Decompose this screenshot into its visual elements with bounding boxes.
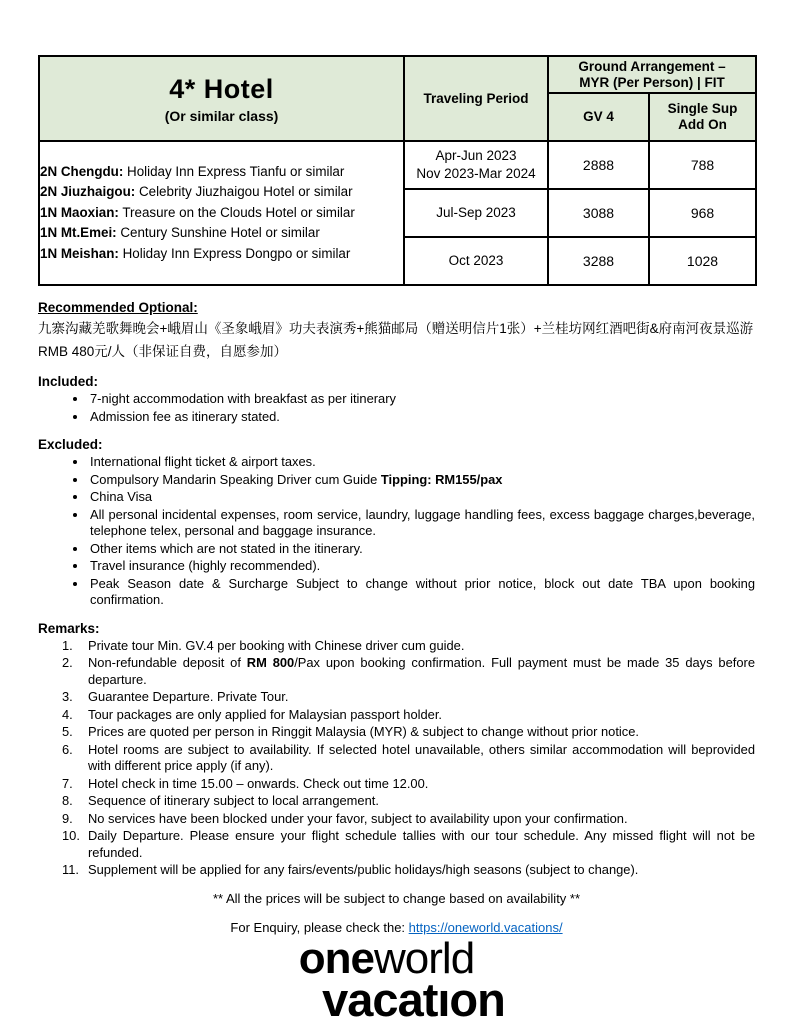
price-gv4: 3088 [548,189,649,237]
price-gv4: 2888 [548,141,649,189]
remark-item: 2. Non-refundable deposit of RM 800/Pax upon booking confirmation. Full payment must be made 35 days before departure. [62,655,755,687]
excluded-item: • International flight ticket & airport taxes. [88,454,755,471]
hotel-line-meishan: 1N Meishan: Holiday Inn Express Dongpo or similar [40,245,351,261]
included-list [38,391,755,425]
period-row1-line2: Nov 2023-Mar 2024 [416,166,536,181]
excluded-item: • Other items which are not stated in the itinerary. [88,541,755,558]
recommended-optional-cn-line2: RMB 480元/人（非保证自费，自愿参加） [38,344,288,359]
included-item: • 7-night accommodation with breakfast as per itinerary [88,391,755,408]
excluded-item: • All personal incidental expenses, room service, laundry, luggage handling fees, excess baggage charges,beverage, telephone telex, personal and baggage insurance. [88,507,755,540]
ground-arrangement-line1: Ground Arrangement – [578,58,726,74]
hotel-line-mtemei: 1N Mt.Emei: Century Sunshine Hotel or similar [40,225,320,241]
period-cell [404,141,548,189]
excluded-item: • Compulsory Mandarin Speaking Driver cum Guide Tipping: RM155/pax [88,472,755,489]
availability-note: ** All the prices will be subject to change based on availability ** [212,890,581,906]
remarks-list [38,638,755,879]
remark-item: 11. Supplement will be applied for any fairs/events/public holidays/high seasons (subject to change). [62,862,639,877]
period-cell: Jul-Sep 2023 [404,189,548,237]
remark-item: 4. Tour packages are only applied for Malaysian passport holder. [62,706,442,722]
hotel-header-cell [39,56,404,141]
remark-item: 8. Sequence of itinerary subject to local arrangement. [62,793,379,808]
hotel-class-title: 4* Hotel [169,73,274,104]
single-sup-column-header [649,93,756,141]
pricing-table [38,55,757,286]
hotel-class-subtitle: (Or similar class) [164,107,279,124]
remark-item: 5. Prices are quoted per person in Ringgit Malaysia (MYR) & subject to change without prior notice. [62,724,639,739]
price-gv4: 3288 [548,237,649,285]
included-item: • Admission fee as itinerary stated. [88,409,755,426]
logo-world: world [374,933,475,983]
ground-arrangement-line2: MYR (Per Person) | FIT [579,74,725,90]
remarks-heading: Remarks: [38,620,100,636]
excluded-item: • China Visa [88,489,755,506]
excluded-heading: Excluded: [38,437,103,452]
remark-item: 1. Private tour Min. GV.4 per booking with Chinese driver cum guide. [62,637,465,653]
excluded-item: • Travel insurance (highly recommended). [88,558,755,575]
enquiry-link[interactable]: https://oneworld.vacations/ [408,919,563,935]
enquiry-line [38,920,755,935]
remark-item: 7. Hotel check in time 15.00 – onwards. Check out time 12.00. [62,775,429,791]
included-heading: Included: [38,374,98,389]
single-sup-line1: Single Sup [667,101,738,116]
remark-item: 10. Daily Departure. Please ensure your flight schedule tallies with our tour schedule. Any missed flight will not be refunded. [62,828,755,860]
period-row1-line1: Apr-Jun 2023 [435,148,517,163]
excluded-item: • Peak Season date & Surcharge Subject to change without prior notice, block out date TBA upon booking confirmation. [88,576,755,609]
remark-item: 9. No services have been blocked under your favor, subject to availability upon your confirmation. [62,810,628,826]
single-sup-line2: Add On [678,117,727,132]
price-single-sup: 1028 [649,237,756,285]
logo-line-vacation: vacatıon [322,972,505,1024]
period-cell: Oct 2023 [404,237,548,285]
remark-item: 6. Hotel rooms are subject to availability. If selected hotel unavailable, others similar accommodation will beprovided with different price apply (if any). [62,741,755,773]
traveling-period-header: Traveling Period [404,56,548,141]
oneworld-vacation-logo [38,933,755,1024]
price-single-sup: 968 [649,189,756,237]
recommended-optional-cn-line1: 九寨沟藏羌歌舞晚会+峨眉山《圣象峨眉》功夫表演秀+熊猫邮局（赠送明信片1张）+兰桂坊网红酒吧街&府南河夜景巡游 [38,321,754,336]
logo-one: one [298,933,375,983]
recommended-optional-heading: Recommended Optional: [38,300,198,315]
enquiry-text: For Enquiry, please check the: [230,919,409,935]
hotel-line-jiuzhaigou: 2N Jiuzhaigou: Celebrity Jiuzhaigou Hotel or similar [40,184,353,200]
hotel-line-maoxian: 1N Maoxian: Treasure on the Clouds Hotel or similar [40,204,355,220]
excluded-list [38,454,755,609]
hotel-list-cell [39,141,404,285]
price-single-sup: 788 [649,141,756,189]
hotel-line-chengdu: 2N Chengdu: Holiday Inn Express Tianfu or similar [40,163,345,179]
remark-item: 3. Guarantee Departure. Private Tour. [62,689,289,704]
ground-arrangement-header [548,56,756,93]
gv4-column-header: GV 4 [548,93,649,141]
